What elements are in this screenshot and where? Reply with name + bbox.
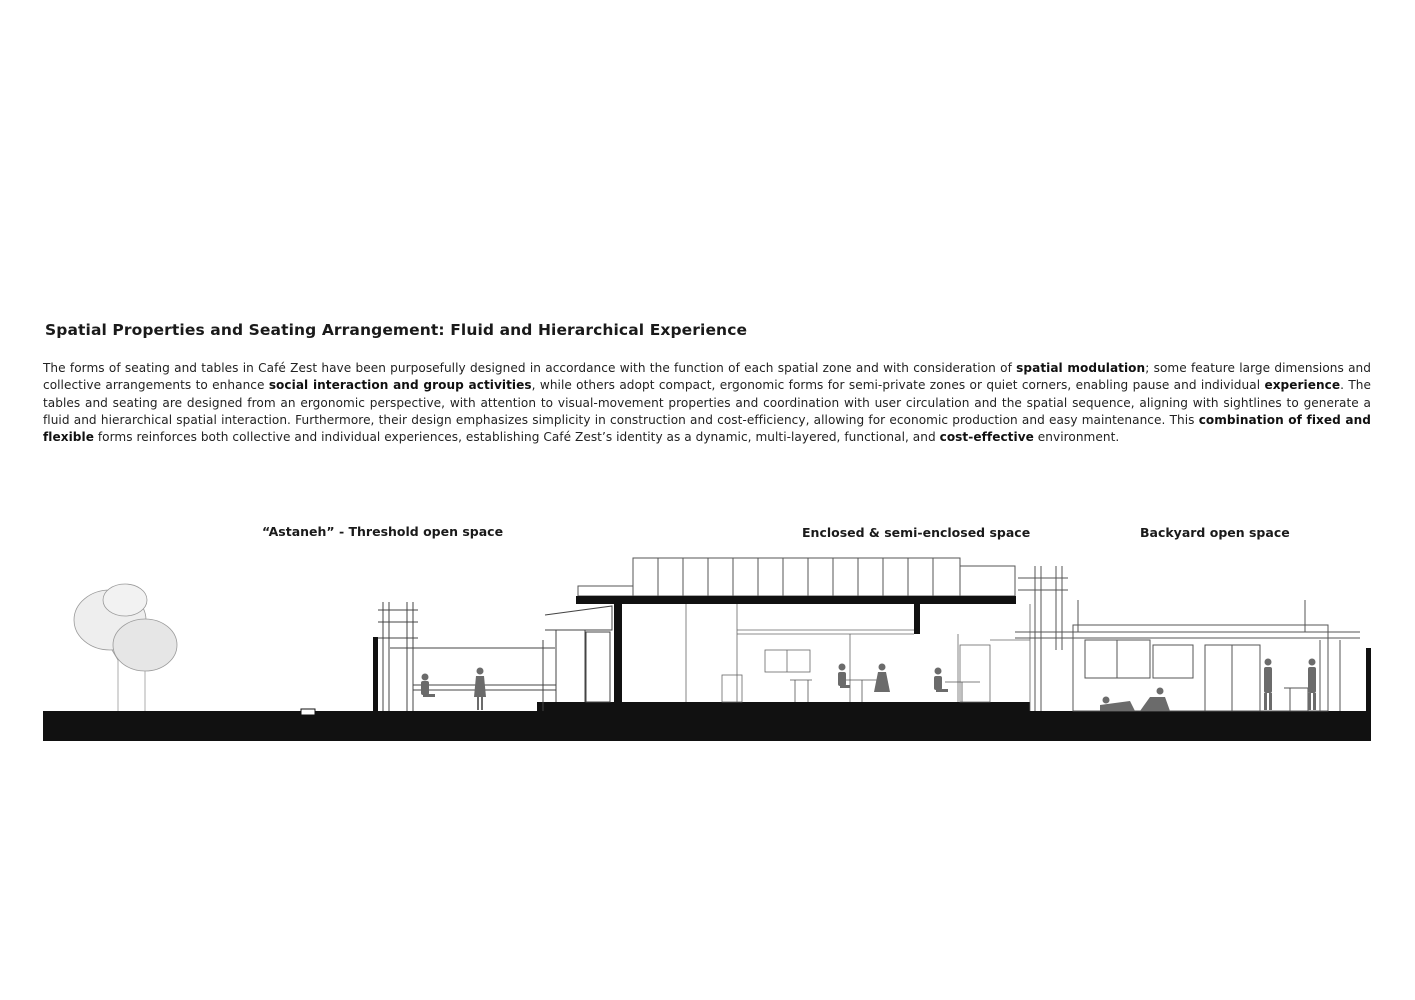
paragraph-text: ; some feature large dimensions and collective arrangements to enhance	[43, 361, 1372, 393]
threshold-frame	[378, 602, 556, 711]
right-boundary-wall	[1366, 648, 1371, 711]
paragraph-text: The forms of seating and tables in Café Zest have been purposefully designed in accordance with the function of each spatial zone and with consideration of	[43, 361, 1017, 375]
zone-label-enclosed: Enclosed & semi-enclosed space	[802, 525, 1031, 540]
entry-wing	[545, 606, 612, 702]
paragraph-text: environment.	[1033, 430, 1120, 445]
threshold-wall	[373, 637, 378, 711]
zone-label-backyard: Backyard open space	[1140, 525, 1290, 540]
paragraph-text: , while others adopt compact, ergonomic forms for semi-private zones or quiet corners, enabling pause and individual	[531, 378, 1265, 393]
tree-icon	[74, 584, 177, 711]
paragraph-emphasis: experience	[1264, 378, 1341, 393]
ground-slab	[43, 711, 1371, 741]
page-title: Spatial Properties and Seating Arrangement: Fluid and Hierarchical Experience	[45, 321, 748, 339]
paragraph-text: . The tables and seating are designed from an ergonomic perspective, with attention to visual-movement properties and coordination with user circulation and the spatial sequence, aligning with sightlines to generate a fluid and hierarchical spatial interaction. Furthermore, their design emphasizes simplicity in construction and cost-efficiency, allowing for economic production and easy maintenance. This	[43, 378, 1371, 427]
left-column	[614, 604, 622, 702]
zone-label-threshold: “Astaneh” - Threshold open space	[262, 524, 504, 539]
roof-slab	[576, 596, 1016, 604]
ground-notch	[301, 709, 315, 715]
floor-slab	[537, 702, 1030, 712]
paragraph-emphasis: combination of fixed and flexible	[43, 412, 1371, 445]
paragraph-emphasis: spatial modulation	[1016, 361, 1146, 375]
right-column	[914, 604, 920, 634]
paragraph-emphasis: cost-effective	[939, 430, 1034, 445]
paragraph-text: forms reinforces both collective and individual experiences, establishing Café Zest’s identity as a dynamic, multi-layered, functional, and	[93, 430, 940, 445]
paragraph-emphasis: social interaction and group activities	[268, 378, 532, 393]
interior-elevation	[686, 604, 1030, 711]
roof-structure	[578, 558, 1015, 596]
